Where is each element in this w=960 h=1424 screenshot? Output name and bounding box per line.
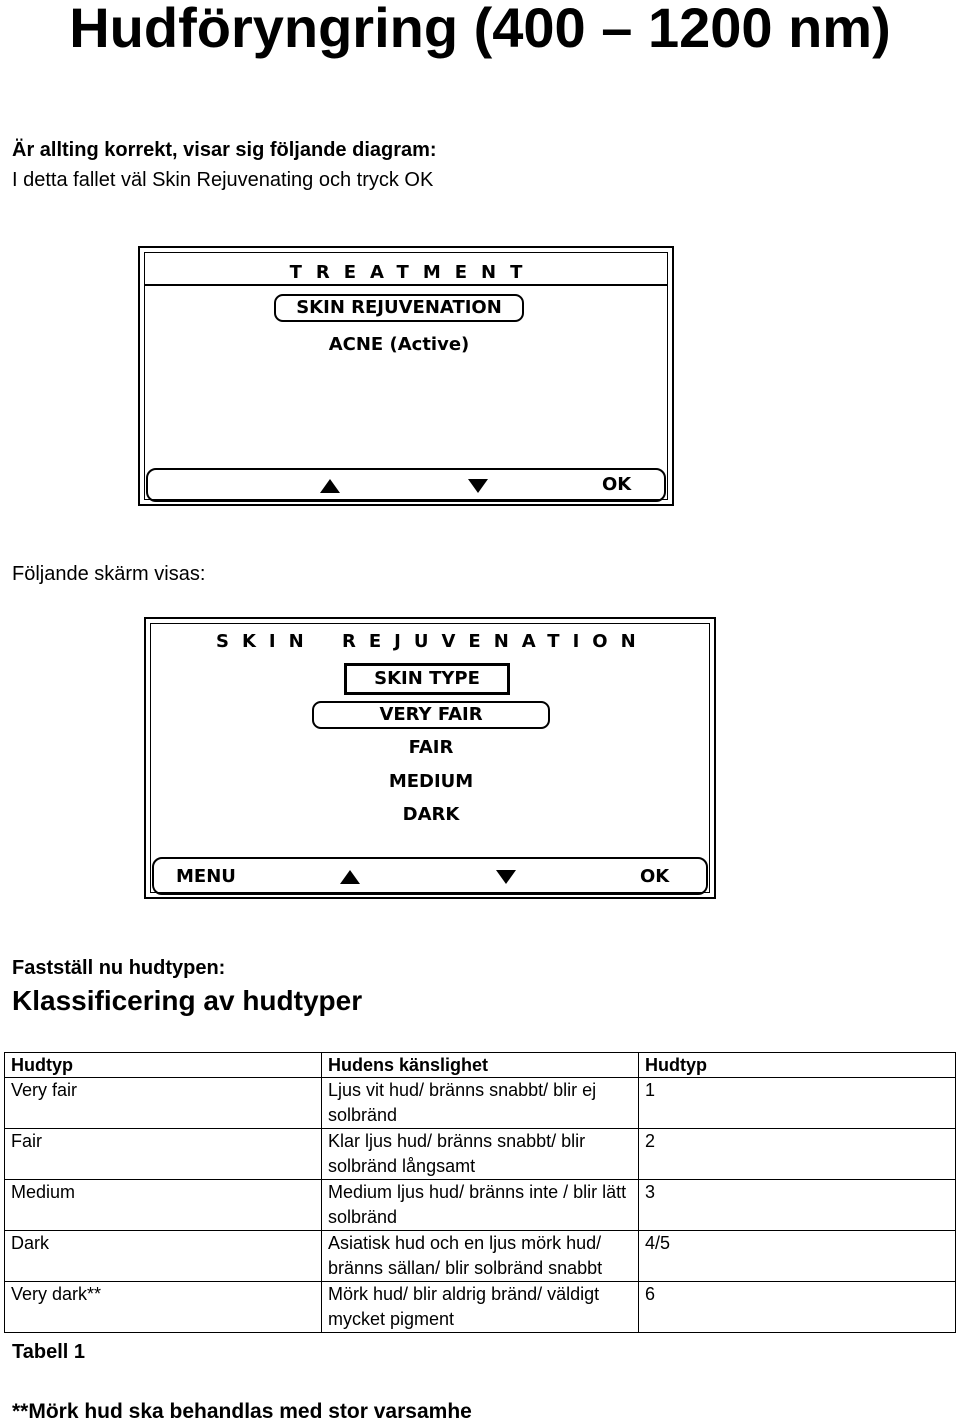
table-caption: Tabell 1	[12, 1341, 85, 1363]
skin-type-table	[4, 1052, 956, 1333]
treatment-softkey-bar	[146, 468, 666, 502]
ok-softkey[interactable]: OK	[602, 474, 632, 495]
table-cell: Mörk hud/ blir aldrig bränd/ väldigt mycket pigment	[322, 1282, 639, 1333]
table-cell: Fair	[5, 1129, 322, 1180]
treatment-divider	[144, 284, 668, 286]
treatment-header: TREATMENT	[289, 262, 537, 283]
skin-type-option-dark[interactable]: DARK	[402, 804, 460, 825]
table-cell: 6	[639, 1282, 956, 1333]
intro-bold-text: Är allting korrekt, visar sig följande diagram:	[12, 139, 437, 161]
table-cell: 4/5	[639, 1231, 956, 1282]
skin-type-option-medium[interactable]: MEDIUM	[388, 771, 474, 792]
classification-heading: Klassificering av hudtyper	[12, 985, 363, 1016]
down-arrow-icon[interactable]	[496, 870, 516, 884]
up-arrow-icon[interactable]	[320, 479, 340, 493]
ok-softkey[interactable]: OK	[640, 866, 670, 887]
skin-rejuvenation-screen	[144, 617, 716, 899]
footnote: **Mörk hud ska behandlas med stor varsamhe	[12, 1400, 472, 1423]
table-cell: 3	[639, 1180, 956, 1231]
table-row	[5, 1078, 956, 1129]
table-cell: Klar ljus hud/ bränns snabbt/ blir solbränd långsamt	[322, 1129, 639, 1180]
skin-type-label: SKIN TYPE	[344, 663, 510, 695]
table-cell: Dark	[5, 1231, 322, 1282]
intro-text: I detta fallet väl Skin Rejuvenating och tryck OK	[12, 169, 434, 191]
table-row	[5, 1231, 956, 1282]
up-arrow-icon[interactable]	[340, 870, 360, 884]
skin-type-option-fair[interactable]: FAIR	[408, 737, 454, 758]
table-cell: Very dark**	[5, 1282, 322, 1333]
determine-skin-type-text: Fastställ nu hudtypen:	[12, 957, 226, 979]
following-screen-text: Följande skärm visas:	[12, 563, 206, 585]
header-skin-sensitivity: Hudens känslighet	[322, 1053, 639, 1078]
table-cell: Very fair	[5, 1078, 322, 1129]
skin-rejuvenation-header-skin: SKIN	[216, 631, 317, 652]
skin-rejuvenation-header-rejuvenation: REJUVENATION	[342, 631, 649, 652]
table-cell: Ljus vit hud/ bränns snabbt/ blir ej solbränd	[322, 1078, 639, 1129]
page-title: Hudföryngring (400 – 1200 nm)	[69, 0, 891, 59]
table-header-row	[5, 1053, 956, 1078]
skin-rejuvenation-softkey-bar	[152, 857, 708, 895]
table-cell: Medium	[5, 1180, 322, 1231]
table-cell: 1	[639, 1078, 956, 1129]
header-skin-type: Hudtyp	[5, 1053, 322, 1078]
skin-rejuvenation-option[interactable]: SKIN REJUVENATION	[274, 294, 524, 322]
table-row	[5, 1129, 956, 1180]
table-cell: Medium ljus hud/ bränns inte / blir lätt solbränd	[322, 1180, 639, 1231]
table-row	[5, 1282, 956, 1333]
acne-option[interactable]: ACNE (Active)	[328, 334, 470, 355]
skin-type-option-very-fair[interactable]: VERY FAIR	[312, 701, 550, 729]
treatment-screen	[138, 246, 674, 506]
menu-softkey[interactable]: MENU	[176, 866, 236, 887]
down-arrow-icon[interactable]	[468, 479, 488, 493]
treatment-screen-frame	[144, 252, 668, 500]
header-skin-type-number: Hudtyp	[639, 1053, 956, 1078]
table-cell: 2	[639, 1129, 956, 1180]
table-row	[5, 1180, 956, 1231]
table-cell: Asiatisk hud och en ljus mörk hud/ bränns sällan/ blir solbränd snabbt	[322, 1231, 639, 1282]
